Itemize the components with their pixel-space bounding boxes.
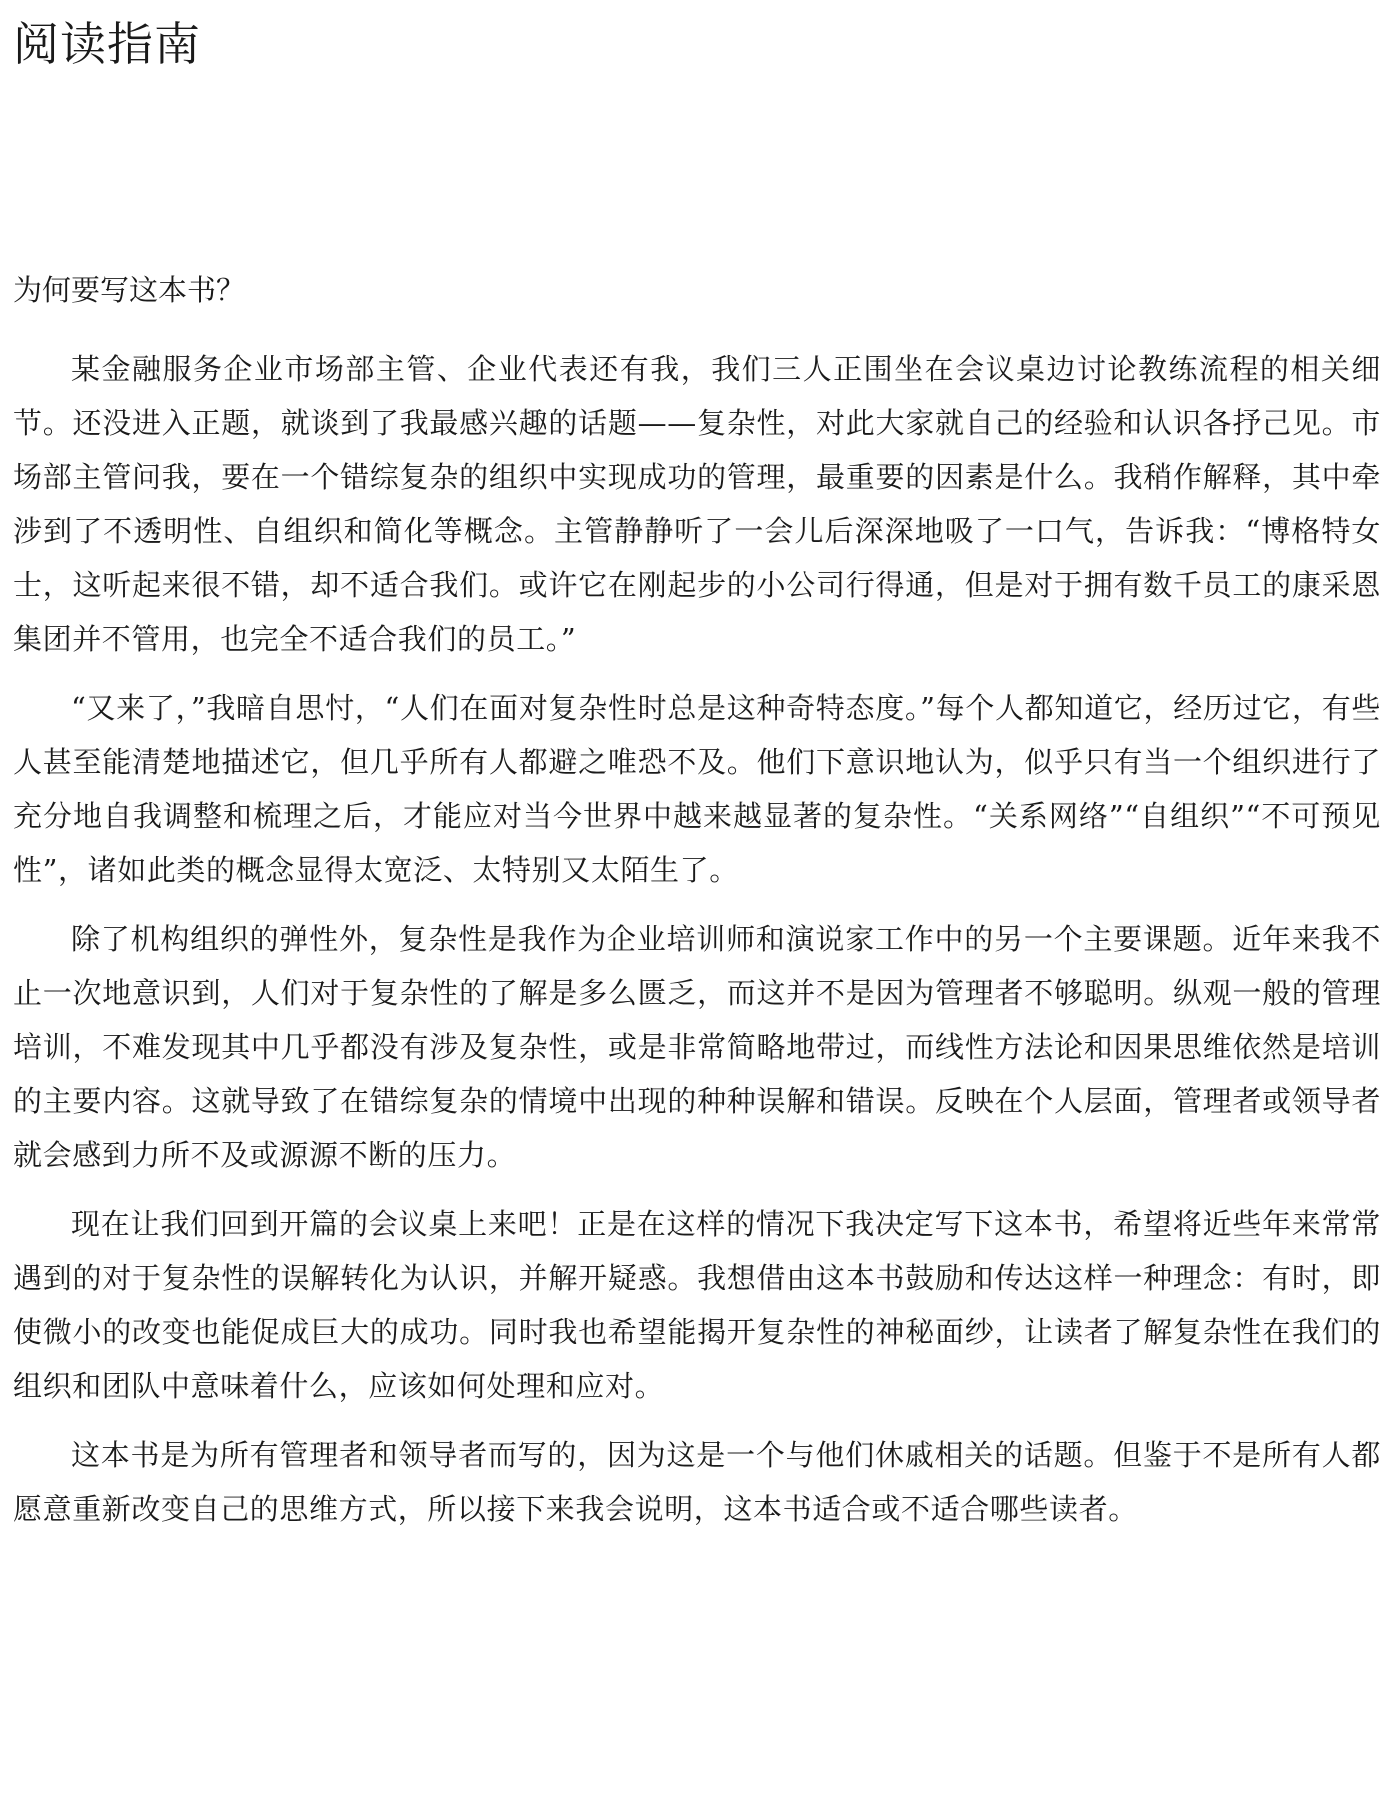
paragraph-4: 现在让我们回到开篇的会议桌上来吧！正是在这样的情况下我决定写下这本书，希望将近些年来常常遇到的对于复杂性的误解转化为认识，并解开疑惑。我想借由这本书鼓励和传达这样一种理念：有时，即使微小的改变也能促成巨大的成功。同时我也希望能揭开复杂性的神秘面纱，让读者了解复杂性在我们的组织和团队中意味着什么，应该如何处理和应对。 [13, 1207, 1381, 1403]
paragraph-1: 某金融服务企业市场部主管、企业代表还有我，我们三人正围坐在会议桌边讨论教练流程的相关细节。还没进入正题，就谈到了我最感兴趣的话题——复杂性，对此大家就自己的经验和认识各抒己见。市场部主管问我，要在一个错综复杂的组织中实现成功的管理，最重要的因素是什么。我稍作解释，其中牵涉到了不透明性、自组织和简化等概念。主管静静听了一会儿后深深地吸了一口气，告诉我：“博格特女士，这听起来很不错，却不适合我们。或许它在刚起步的小公司行得通，但是对于拥有数千员工的康采恩集团并不管用，也完全不适合我们的员工。” [13, 352, 1381, 656]
paragraph-3: 除了机构组织的弹性外，复杂性是我作为企业培训师和演说家工作中的另一个主要课题。近年来我不止一次地意识到，人们对于复杂性的了解是多么匮乏，而这并不是因为管理者不够聪明。纵观一般的管理培训，不难发现其中几乎都没有涉及复杂性，或是非常简略地带过，而线性方法论和因果思维依然是培训的主要内容。这就导致了在错综复杂的情境中出现的种种误解和错误。反映在个人层面，管理者或领导者就会感到力所不及或源源不断的压力。 [13, 922, 1381, 1172]
body-text [13, 342, 1381, 1551]
page-title: 阅读指南 [13, 17, 201, 71]
paragraph-5: 这本书是为所有管理者和领导者而写的，因为这是一个与他们休戚相关的话题。但鉴于不是所有人都愿意重新改变自己的思维方式，所以接下来我会说明，这本书适合或不适合哪些读者。 [13, 1438, 1381, 1526]
paragraph-2: “又来了，”我暗自思忖，“人们在面对复杂性时总是这种奇特态度。”每个人都知道它，经历过它，有些人甚至能清楚地描述它，但几乎所有人都避之唯恐不及。他们下意识地认为，似乎只有当一个组织进行了充分地自我调整和梳理之后，才能应对当今世界中越来越显著的复杂性。“关系网络”“自组织”“不可预见性”，诸如此类的概念显得太宽泛、太特别又太陌生了。 [13, 691, 1381, 887]
section-heading: 为何要写这本书？ [13, 273, 246, 307]
